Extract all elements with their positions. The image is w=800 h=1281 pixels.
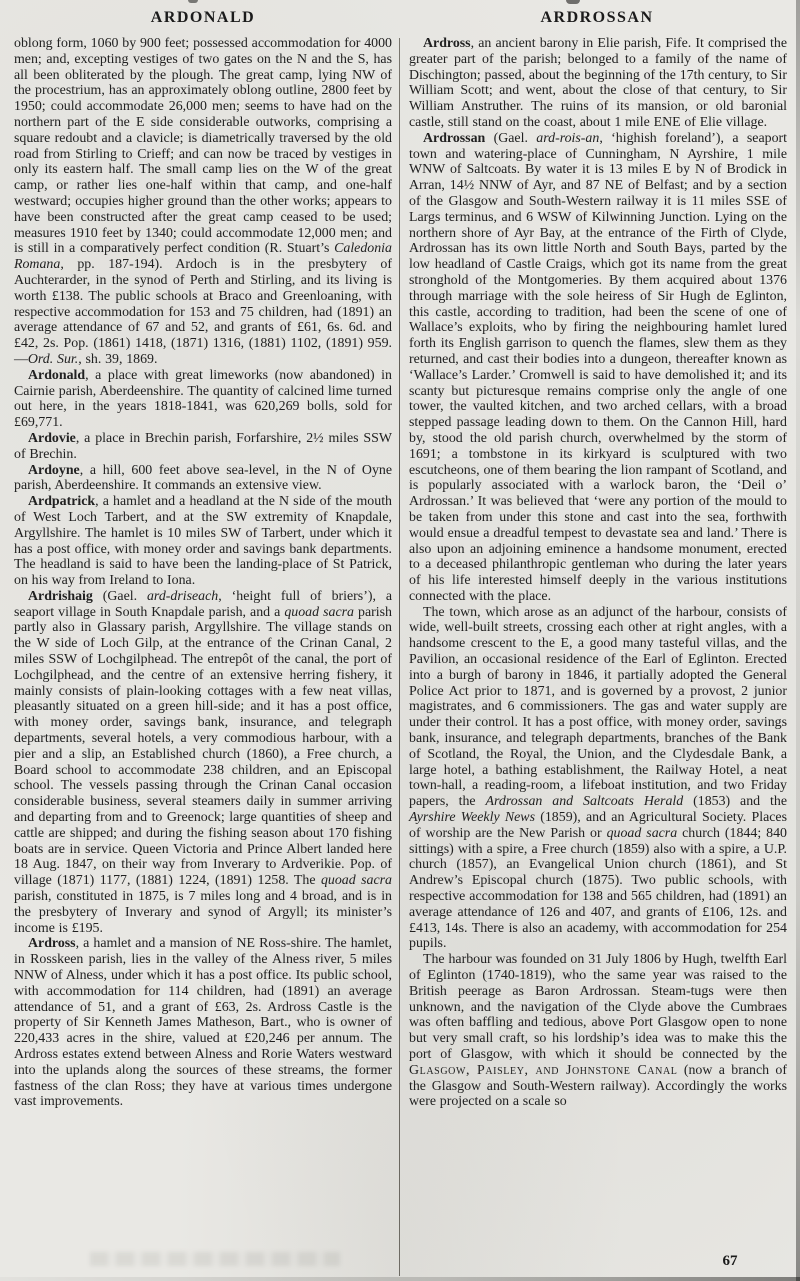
- running-head-right: ARDROSSAN: [540, 9, 654, 26]
- text-run: , an ancient barony in Elie parish, Fife. It comprised the greater part of the parish; belonged to a family of the name of Dischington; passed, about the beginning of the 17th century, to Sir William Scott; and went, about the close of that century, to Sir William Anstruther. The ruins of its mansion, or old baronial castle, still stand on the coast, about 1 mile ENE of Elie village.: [409, 36, 787, 130]
- running-heads: [0, 9, 800, 33]
- text-run: , a place in Brechin parish, Forfarshire, 2½ miles SSW of Brechin.: [14, 430, 392, 462]
- text-run: The harbour was founded on 31 July 1806 by Hugh, twelfth Earl of Eglinton (1740-1819), who the same year was raised to the British peerage as Baron Ardrossan. Steam-tugs were then unknown, and the navigation of the Clyde above the Cumbraes was often baffling and tedious, above Port Glasgow open to none but very small craft, so his lordship’s idea was to make this the port of Glasgow, with which it should be connected by the: [409, 952, 787, 1062]
- paragraph: [409, 952, 787, 1110]
- paragraph: [409, 131, 787, 605]
- scan-edge-shadow-right: [796, 0, 800, 1281]
- text-run: quoad sacra: [320, 873, 392, 889]
- text-run: Glasgow, Paisley, and Johnstone Canal: [409, 1062, 678, 1078]
- entry-name: Ardonald: [28, 367, 86, 383]
- text-run: Ord. Sur.: [27, 351, 79, 367]
- scan-edge-shadow-bottom: [0, 1277, 800, 1281]
- text-run: , pp. 187-194). Ardoch is in the presbytery of Auchterarder, in the synod of Perth and Stirling, and its living is worth £138. The public schools at Braco and Greenloaning, with respective accommodation for 153 and 75 children, had (1891) an average attendance of 67 and 52, and grants of £61, 6s. 6d. and £42, 2s. Pop. (1861) 1418, (1871) 1316, (1881) 1102, (1891) 959.—: [14, 257, 392, 367]
- paragraph: [14, 494, 392, 589]
- scan-speck: [566, 0, 580, 4]
- entry-name: Ardrishaig: [28, 588, 93, 604]
- entry-name: Ardpatrick: [28, 494, 96, 510]
- text-run: (Gael.: [92, 588, 147, 604]
- running-head-left: ARDONALD: [150, 9, 256, 26]
- entry-name: Ardovie: [28, 430, 76, 446]
- text-run: Ayrshire Weekly News: [409, 810, 535, 826]
- text-run: , ‘height full of briers’), a seaport village in South Knapdale parish, and a: [14, 588, 392, 620]
- paragraph: [14, 936, 392, 1110]
- scan-speck: [188, 0, 198, 3]
- left-column: [14, 36, 399, 1276]
- text-run: quoad sacra: [606, 825, 678, 841]
- bleed-through-smudge: [90, 1252, 340, 1266]
- text-run: , a hamlet and a mansion of NE Ross-shire. The hamlet, in Rosskeen parish, lies in the valley of the Alness river, 5 miles NNW of Alness, under which it has a post office. Its public school, with accommodation for 114 children, had (1891) an average attendance of 51, and a grant of £63, 2s. Ardross Castle is the property of Sir Kenneth James Matheson, Bart., who is owner of 220,433 acres in the shire, valued at £20,246 per annum. The Ardross estates extend between Alness and Rorie Waters westward into the uplands along the sources of these streams, the former fastness of the clan Ross; they have at various times undergone vast improvements.: [14, 936, 392, 1110]
- text-run: quoad sacra: [284, 604, 354, 620]
- text-run: oblong form, 1060 by 900 feet; possessed accommodation for 4000 men; and, excepting vestiges of two gates on the N and the S, has all been obliterated by the plough. The great camp, lying NW of the procestrium, has an approximately oblong outline, 2800 feet by 1950; could accommodate 26,000 men; seems to have had on the northern part of the E side considerable outworks, comprising a square redoubt and a clavicle; is diametrically traversed by the old road from Stirling to Crieff; and can now be traced by vestiges in only its eastern half. The small camp lies on the W of the great camp, or rather lies one-half within that camp, and one-half westward; occupies higher ground than the other works; appears to have been constructed after the great camp ceased to be used; measures 1910 feet by 1340; could accommodate 12,000 men; and is still in a comparatively perfect condition (R. Stuart’s: [14, 36, 392, 257]
- right-column: [400, 36, 787, 1276]
- text-run: The town, which arose as an adjunct of the harbour, consists of wide, well-built streets, crossing each other at right angles, with a handsome crescent to the E, a good many tasteful villas, and the Pavilion, an occasional residence of the Earl of Eglinton. Erected into a burgh of barony in 1846, it partially adopted the General Police Act prior to 1871, and is governed by a provost, 2 junior magistrates, and 6 commissioners. The gas and water supply are under their control. It has a post office, with money order, savings bank, insurance, and telegraph departments, branches of the Bank of Scotland, the Royal, the Union, and the Clydesdale Bank, a large hotel, a bathing establishment, the Railway Hotel, a neat town-hall, a reading-room, a lifeboat institution, and two Friday papers, the: [409, 604, 787, 810]
- text-run: , a place with great limeworks (now abandoned) in Cairnie parish, Aberdeenshire. The quantity of calcined lime turned out here, in the years 1818-1841, was 620,269 bolls, sold for £69,771.: [14, 367, 392, 431]
- paragraph: [409, 36, 787, 131]
- entry-name: Ardoyne: [28, 462, 80, 478]
- text-run: ard-driseach: [146, 588, 219, 604]
- text-run: , sh. 39, 1869.: [78, 351, 158, 367]
- paragraph: [14, 589, 392, 937]
- entry-name: Ardross: [28, 936, 76, 952]
- entry-name: Ardross: [423, 36, 471, 51]
- text-run: Caledonia Romana: [14, 241, 392, 273]
- text-run: , a hamlet and a headland at the N side of the mouth of West Loch Tarbert, and at the SW extremity of Knapdale, Argyllshire. The hamlet is 10 miles SW of Tarbert, under which it has a post office, with money order and savings bank departments. The headland is said to have been the landing-place of St Patrick, on his way from Ireland to Iona.: [14, 494, 392, 589]
- text-run: ard-rois-an: [536, 130, 600, 146]
- text-block: [14, 36, 788, 1276]
- paragraph: [409, 605, 787, 953]
- text-run: (1853) and the: [683, 794, 787, 810]
- text-run: , ‘highish foreland’), a seaport town and watering-place of Cunningham, N Ayrshire, 1 mile WNW of Saltcoats. By water it is 13 miles E by N of Brodick in Arran, 14½ NNW of Ayr, and 87 NE of Belfast; and by a section of the Glasgow and South-Western railway it is 11 miles SSE of Largs terminus, and 6 WSW of Kilwinning Junction. Lying on the northern shore of Ayr Bay, at the entrance of the Firth of Clyde, Ardrossan has its own little North and South Bays, parted by the low headland of Castle Craigs, which got its name from the great stronghold of the Montgomeries. By them acquired about 1376 through marriage with the sole heiress of Sir Hugh de Eglinton, this castle, according to tradition, had been the scene of one of Wallace’s exploits, who by firing the neighbouring hamlet lured forth its English garrison to quench the flames, slew them as they returned, and cast their bodies into a dungeon, thereafter known as ‘Wallace’s Larder.’ Cromwell is said to have demolished it; and its scanty but picturesque remains comprise only the angle of one tower, the vaulted kitchen, and two arched cellars, with a broad stepped passage leading down to them. On the Cannon Hill, hard by, stood the old parish church, overwhelmed by the storm of 1691; a tombstone in its kirkyard is sculptured with two escutcheons, one of them bearing the lion rampant of Scotland, and is popularly associated with a warlock baron, the ‘Deil o’ Ardrossan.’ It was believed that ‘were any portion of the mould to be taken from under this stone and cast into the sea, forthwith would ensue a dreadful tempest to devastate sea and land.’ There is also upon an adjoining eminence a handsome monument, erected to a deceased philanthropic gentleman who during the later years of his life interested himself deeply in the various institutions connected with the place.: [409, 130, 788, 604]
- text-run: (Gael.: [485, 130, 537, 146]
- text-run: church (1844; 840 sittings) with a spire, a Free church (1859) also with a spire, a U.P. church (1857), an Evangelical Union church (1861), and St Andrew’s Episcopal church (1875). Two public schools, with respective accommodation for 138 and 565 children, had (1891) an average attendance of 126 and 407, and grants of £106, 12s. and £413, 14s. There is also an academy, with accommodation for 254 pupils.: [409, 825, 787, 952]
- entry-name: Ardrossan: [423, 130, 486, 146]
- text-run: Ardrossan and Saltcoats Herald: [485, 794, 684, 810]
- paragraph: [14, 36, 392, 368]
- paragraph: [14, 431, 392, 463]
- page-number: 67: [722, 1253, 738, 1269]
- text-run: (now a branch of the Glasgow and South-Western railway). Accordingly the works were projected on a scale so: [409, 1062, 787, 1110]
- paragraph: [14, 463, 392, 495]
- text-run: (1859), and an Agricultural Society. Places of worship are the New Parish or: [409, 810, 787, 841]
- text-run: , a hill, 600 feet above sea-level, in the N of Oyne parish, Aberdeenshire. It commands an extensive view.: [14, 462, 392, 494]
- paragraph: [14, 368, 392, 431]
- text-run: parish partly also in Glassary parish, Argyllshire. The village stands on the W side of Loch Gilp, at the entrance of the Crinan Canal, 2 miles SSW of Lochgilphead. The entrepôt of the canal, the port of Lochgilphead, and the centre of an extensive herring fishery, it mainly consists of plain-looking cottages with a few neat villas, pleasantly situated on a green hill-side; and it has a post office, with money order, savings bank, insurance, and telegraph departments, several hotels, a very commodious harbour, with a pier and a slip, an Established church (1860), a Free church, a Board school to accommodate 238 children, and an Episcopal school. The vessels passing through the Crinan Canal occasion considerable business, several steamers daily in summer arriving and departing from and to Greenock; large quantities of sheep and cattle are shipped; and during the fishing season about 170 fishing boats are in service. Queen Victoria and Prince Albert landed here 18 Aug. 1847, on their way from Inverary to Ardverikie. Pop. of village (1871) 1177, (1881) 1224, (1891) 1258. The: [14, 604, 392, 889]
- text-run: parish, constituted in 1875, is 7 miles long and 4 broad, and is in the presbytery of Inverary and synod of Argyll; its minister’s income is £195.: [14, 889, 392, 936]
